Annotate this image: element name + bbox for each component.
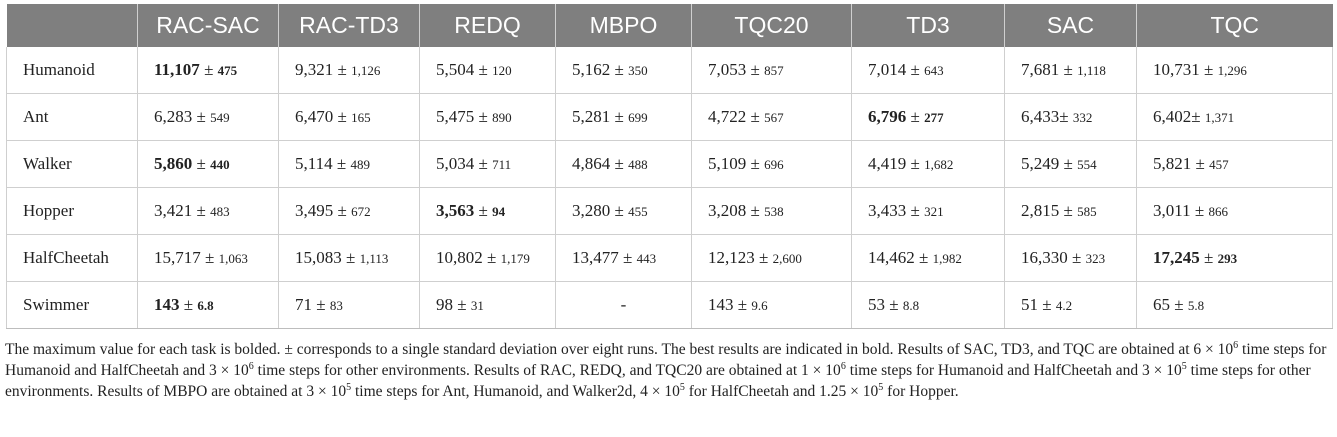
table-footnote [5, 339, 1331, 402]
footnote-exponent: 6 [840, 360, 846, 372]
std-dev-value: 1,982 [932, 251, 962, 266]
mean-value: 9,321 [295, 60, 334, 79]
result-cell [1137, 188, 1333, 235]
result-cell [279, 47, 420, 94]
std-dev-value: 554 [1077, 157, 1097, 172]
plus-minus-sign: ± [1059, 60, 1078, 79]
result-cell [279, 94, 420, 141]
mean-value: 3,421 [154, 201, 193, 220]
mean-value: 4,419 [868, 154, 907, 173]
plus-minus-sign: ± [474, 107, 493, 126]
mean-value: 143 [708, 295, 734, 314]
std-dev-value: 5.8 [1187, 298, 1205, 313]
std-dev-value: 483 [210, 204, 230, 219]
std-dev-value: 538 [764, 204, 784, 219]
result-cell [420, 282, 556, 329]
plus-minus-sign: ± [610, 60, 629, 79]
plus-minus-sign: ± [474, 201, 493, 220]
plus-minus-sign: ± [914, 248, 933, 267]
std-dev-value: 4.2 [1055, 298, 1073, 313]
plus-minus-sign: ± [199, 60, 218, 79]
std-dev-value: 672 [351, 204, 371, 219]
result-cell [692, 282, 852, 329]
plus-minus-sign: ± [192, 201, 211, 220]
mean-value: 98 [436, 295, 453, 314]
plus-minus-sign: ± [610, 154, 629, 173]
mean-value: 3,563 [436, 201, 475, 220]
mean-value: 71 [295, 295, 312, 314]
plus-minus-sign: ± [746, 60, 765, 79]
result-cell [1137, 141, 1333, 188]
result-cell [852, 235, 1005, 282]
result-cell [138, 141, 279, 188]
header-cell-method: MBPO [556, 4, 692, 47]
plus-minus-sign: ± [1059, 201, 1078, 220]
plus-minus-sign: ± [754, 248, 773, 267]
result-cell [138, 94, 279, 141]
mean-value: 3,280 [572, 201, 611, 220]
plus-minus-sign: ± [333, 201, 352, 220]
mean-value: 5,249 [1021, 154, 1060, 173]
plus-minus-sign: ± [610, 107, 629, 126]
result-cell [420, 235, 556, 282]
result-cell [692, 47, 852, 94]
result-cell [1005, 235, 1137, 282]
std-dev-value: 455 [628, 204, 648, 219]
plus-minus-sign: ± [179, 295, 198, 314]
task-name-cell: Hopper [7, 188, 138, 235]
plus-minus-sign: ± [1059, 107, 1073, 126]
table-row [7, 94, 1333, 141]
table-row [7, 235, 1333, 282]
std-dev-value: 83 [329, 298, 343, 313]
std-dev-value: 699 [628, 110, 648, 125]
results-table-container [6, 4, 1332, 329]
plus-minus-sign: ± [1170, 295, 1188, 314]
mean-value: 15,083 [295, 248, 342, 267]
std-dev-value: 31 [470, 298, 484, 313]
mean-value: 5,281 [572, 107, 611, 126]
table-body [7, 47, 1333, 329]
mean-value: 11,107 [154, 60, 200, 79]
std-dev-value: 1,118 [1077, 63, 1106, 78]
result-cell [556, 235, 692, 282]
plus-minus-sign: ± [610, 201, 629, 220]
result-cell [692, 141, 852, 188]
std-dev-value: 321 [924, 204, 944, 219]
plus-minus-sign: ± [333, 107, 352, 126]
mean-value: - [620, 295, 627, 314]
std-dev-value: 440 [210, 157, 230, 172]
footnote-exponent: 6 [248, 360, 254, 372]
mean-value: 6,796 [868, 107, 907, 126]
task-name-cell: HalfCheetah [7, 235, 138, 282]
result-cell [556, 282, 692, 329]
task-name-cell: Swimmer [7, 282, 138, 329]
plus-minus-sign: ± [1190, 201, 1209, 220]
plus-minus-sign: ± [341, 248, 360, 267]
std-dev-value: 475 [217, 63, 238, 78]
plus-minus-sign: ± [474, 60, 493, 79]
footnote-text: time steps for other environments. Results of RAC, REDQ, and TQC20 are obtained at 1 × 10 [253, 362, 841, 379]
result-cell [420, 188, 556, 235]
header-cell-method: TQC20 [692, 4, 852, 47]
results-table [6, 4, 1333, 329]
table-row [7, 282, 1333, 329]
std-dev-value: 1,682 [924, 157, 954, 172]
mean-value: 6,283 [154, 107, 193, 126]
result-cell [852, 47, 1005, 94]
plus-minus-sign: ± [885, 295, 903, 314]
std-dev-value: 643 [924, 63, 944, 78]
plus-minus-sign: ± [733, 295, 752, 314]
task-name-cell: Walker [7, 141, 138, 188]
std-dev-value: 120 [492, 63, 512, 78]
std-dev-value: 94 [492, 204, 506, 219]
plus-minus-sign: ± [1191, 107, 1205, 126]
result-cell [852, 141, 1005, 188]
plus-minus-sign: ± [474, 154, 493, 173]
result-cell [1137, 47, 1333, 94]
result-cell [420, 141, 556, 188]
footnote-exponent: 5 [878, 381, 884, 393]
std-dev-value: 350 [628, 63, 648, 78]
result-cell [138, 235, 279, 282]
result-cell [556, 141, 692, 188]
table-row [7, 141, 1333, 188]
header-cell-method: RAC-TD3 [279, 4, 420, 47]
mean-value: 3,433 [868, 201, 907, 220]
mean-value: 6,402 [1153, 107, 1192, 126]
task-name-cell: Ant [7, 94, 138, 141]
plus-minus-sign: ± [1191, 154, 1210, 173]
mean-value: 65 [1153, 295, 1170, 314]
mean-value: 16,330 [1021, 248, 1068, 267]
plus-minus-sign: ± [906, 201, 925, 220]
mean-value: 10,802 [436, 248, 483, 267]
header-cell-method: RAC-SAC [138, 4, 279, 47]
task-name-cell: Humanoid [7, 47, 138, 94]
result-cell [279, 188, 420, 235]
plus-minus-sign: ± [618, 248, 637, 267]
result-cell [692, 94, 852, 141]
header-cell-method: REDQ [420, 4, 556, 47]
std-dev-value: 1,296 [1217, 63, 1247, 78]
plus-minus-sign: ± [312, 295, 330, 314]
header-cell-method: TD3 [852, 4, 1005, 47]
mean-value: 4,722 [708, 107, 747, 126]
footnote-exponent: 5 [346, 381, 352, 393]
footnote-text: time steps for other environments. Results of MBPO are obtained at 3 × 10 [5, 362, 1311, 400]
mean-value: 13,477 [572, 248, 619, 267]
mean-value: 14,462 [868, 248, 915, 267]
plus-minus-sign: ± [200, 248, 219, 267]
header-cell-method: TQC [1137, 4, 1333, 47]
result-cell [692, 235, 852, 282]
mean-value: 51 [1021, 295, 1038, 314]
result-cell [279, 235, 420, 282]
mean-value: 15,717 [154, 248, 201, 267]
plus-minus-sign: ± [192, 154, 211, 173]
header-row [7, 4, 1333, 47]
std-dev-value: 567 [764, 110, 784, 125]
std-dev-value: 1,126 [351, 63, 381, 78]
footnote-text: for HalfCheetah and 1.25 × 10 [684, 383, 879, 400]
mean-value: 7,053 [708, 60, 747, 79]
std-dev-value: 277 [924, 110, 944, 125]
mean-value: 5,114 [295, 154, 333, 173]
result-cell [1005, 282, 1137, 329]
result-cell [138, 282, 279, 329]
mean-value: 7,681 [1021, 60, 1060, 79]
plus-minus-sign: ± [482, 248, 501, 267]
mean-value: 5,475 [436, 107, 475, 126]
plus-minus-sign: ± [1199, 248, 1218, 267]
result-cell [852, 94, 1005, 141]
plus-minus-sign: ± [1059, 154, 1078, 173]
plus-minus-sign: ± [746, 201, 765, 220]
footnote-exponent: 5 [679, 381, 685, 393]
plus-minus-sign: ± [746, 107, 765, 126]
plus-minus-sign: ± [746, 154, 765, 173]
std-dev-value: 1,371 [1204, 110, 1235, 125]
std-dev-value: 696 [764, 157, 784, 172]
std-dev-value: 1,179 [500, 251, 530, 266]
result-cell [1005, 47, 1137, 94]
std-dev-value: 489 [350, 157, 370, 172]
mean-value: 6,433 [1021, 107, 1060, 126]
header-cell-method: SAC [1005, 4, 1137, 47]
mean-value: 5,034 [436, 154, 475, 173]
result-cell [1137, 94, 1333, 141]
plus-minus-sign: ± [192, 107, 211, 126]
mean-value: 12,123 [708, 248, 755, 267]
std-dev-value: 457 [1209, 157, 1229, 172]
mean-value: 5,860 [154, 154, 193, 173]
result-cell [420, 94, 556, 141]
plus-minus-sign: ± [333, 60, 352, 79]
mean-value: 5,821 [1153, 154, 1192, 173]
result-cell [692, 188, 852, 235]
std-dev-value: 488 [628, 157, 648, 172]
mean-value: 17,245 [1153, 248, 1200, 267]
plus-minus-sign: ± [1067, 248, 1086, 267]
plus-minus-sign: ± [906, 154, 925, 173]
result-cell [852, 282, 1005, 329]
footnote-text: for Hopper. [883, 383, 959, 400]
mean-value: 6,470 [295, 107, 334, 126]
footnote-text: time steps for Humanoid and HalfCheetah and 3 × 10 [845, 362, 1182, 379]
footnote-text: The maximum value for each task is bolded. ± corresponds to a single standard deviation over eight runs. The best results are indicated in bold. Results of SAC, TD3, and TQC are obtained at 6 × 10 [5, 341, 1234, 358]
result-cell [556, 188, 692, 235]
std-dev-value: 1,063 [218, 251, 248, 266]
result-cell [556, 47, 692, 94]
table-row [7, 47, 1333, 94]
result-cell [1137, 282, 1333, 329]
result-cell [1137, 235, 1333, 282]
header-cell-task [7, 4, 138, 47]
footnote-exponent: 6 [1233, 339, 1239, 351]
mean-value: 53 [868, 295, 885, 314]
mean-value: 3,011 [1153, 201, 1191, 220]
std-dev-value: 332 [1072, 110, 1093, 125]
footnote-exponent: 5 [1181, 360, 1187, 372]
result-cell [1005, 188, 1137, 235]
table-row [7, 188, 1333, 235]
std-dev-value: 443 [636, 251, 657, 266]
std-dev-value: 8.8 [902, 298, 920, 313]
result-cell [279, 141, 420, 188]
std-dev-value: 293 [1217, 251, 1238, 266]
std-dev-value: 323 [1085, 251, 1106, 266]
std-dev-value: 2,600 [772, 251, 802, 266]
std-dev-value: 549 [210, 110, 230, 125]
mean-value: 10,731 [1153, 60, 1200, 79]
std-dev-value: 857 [764, 63, 784, 78]
std-dev-value: 711 [492, 157, 512, 172]
result-cell [1005, 141, 1137, 188]
mean-value: 5,504 [436, 60, 475, 79]
std-dev-value: 165 [351, 110, 371, 125]
std-dev-value: 1,113 [359, 251, 389, 266]
result-cell [852, 188, 1005, 235]
std-dev-value: 585 [1077, 204, 1097, 219]
std-dev-value: 6.8 [197, 298, 214, 313]
plus-minus-sign: ± [1199, 60, 1218, 79]
result-cell [1005, 94, 1137, 141]
result-cell [138, 188, 279, 235]
mean-value: 5,162 [572, 60, 611, 79]
std-dev-value: 890 [492, 110, 512, 125]
plus-minus-sign: ± [453, 295, 471, 314]
mean-value: 4,864 [572, 154, 611, 173]
footnote-text: time steps for Ant, Humanoid, and Walker2d, 4 × 10 [351, 383, 680, 400]
footnote-text: time steps for Humanoid and HalfCheetah and 3 × 10 [5, 341, 1327, 379]
result-cell [138, 47, 279, 94]
plus-minus-sign: ± [906, 107, 925, 126]
std-dev-value: 866 [1208, 204, 1228, 219]
std-dev-value: 9.6 [751, 298, 768, 313]
mean-value: 2,815 [1021, 201, 1060, 220]
plus-minus-sign: ± [332, 154, 351, 173]
result-cell [279, 282, 420, 329]
mean-value: 3,208 [708, 201, 747, 220]
mean-value: 3,495 [295, 201, 334, 220]
mean-value: 7,014 [868, 60, 907, 79]
mean-value: 143 [154, 295, 180, 314]
plus-minus-sign: ± [1038, 295, 1056, 314]
mean-value: 5,109 [708, 154, 747, 173]
plus-minus-sign: ± [906, 60, 925, 79]
result-cell [556, 94, 692, 141]
result-cell [420, 47, 556, 94]
